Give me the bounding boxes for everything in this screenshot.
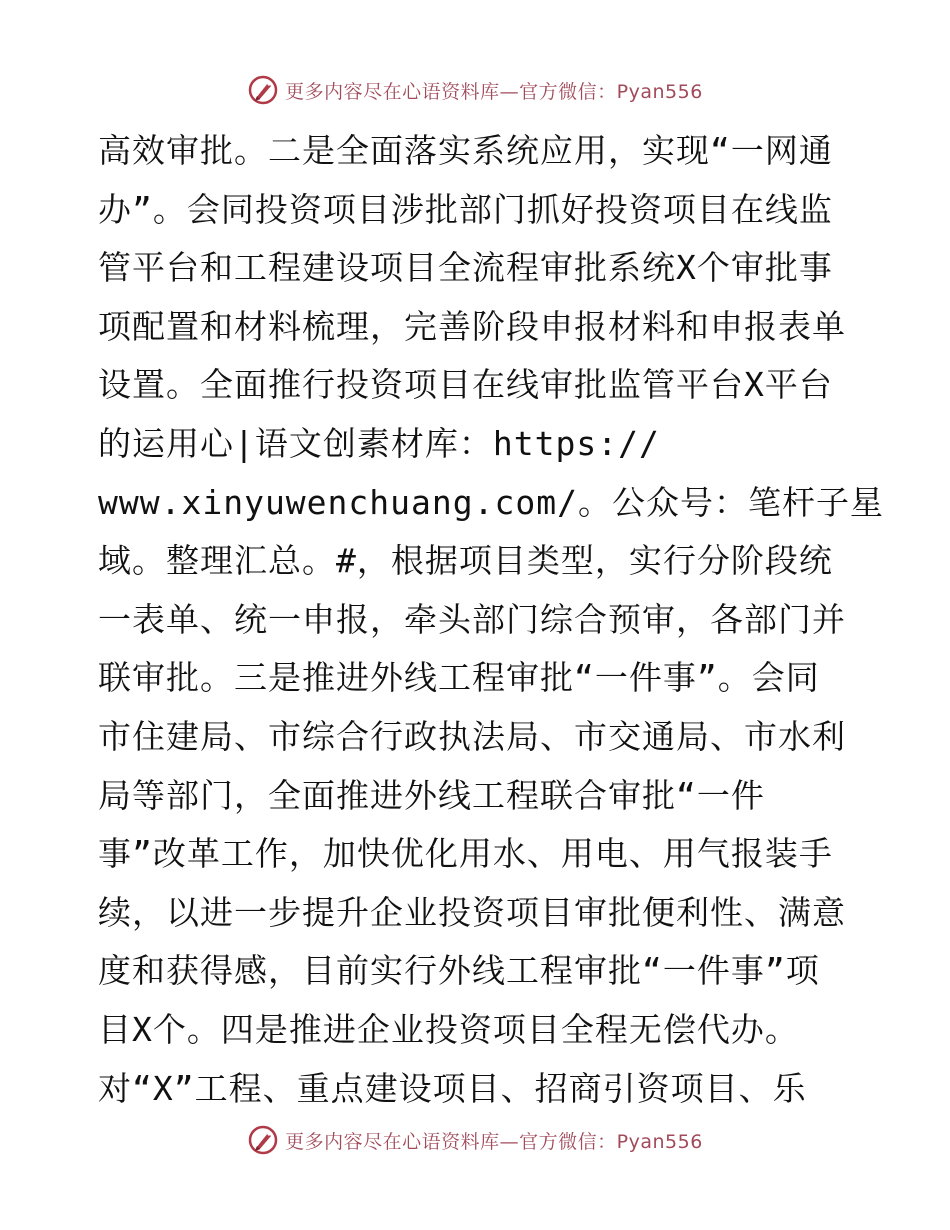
page-header-banner [0, 70, 950, 110]
body-line: 事”改革工作，加快优化用水、用电、用气报装手 [98, 834, 833, 874]
body-line: 局等部门，全面推进外线工程联合审批“一件 [98, 775, 765, 815]
body-line: 联审批。三是推进外线工程审批“一件事”。会同 [98, 658, 820, 698]
body-line: 设置。全面推行投资项目在线审批监管平台X平台 [98, 365, 833, 405]
body-line: 目X个。四是推进企业投资项目全程无偿代办。 [98, 1009, 799, 1049]
body-line: 一表单、统一申报，牵头部门综合预审，各部门并 [98, 599, 846, 639]
pen-nib-logo-icon [247, 74, 279, 106]
header-banner-text: 更多内容尽在心语资料库—官方微信：Pyan556 [285, 80, 703, 103]
body-line: 办”。会同投资项目涉批部门抓好投资项目在线监 [98, 189, 833, 229]
footer-wechat-id: Pyan556 [616, 1130, 703, 1153]
body-line: 对“X”工程、重点建设项目、招商引资项目、乐 [98, 1068, 807, 1108]
body-line: 域。整理汇总。#，根据项目类型，实行分阶段统 [98, 541, 833, 581]
page-footer-banner [0, 1120, 950, 1160]
body-line: 度和获得感，目前实行外线工程审批“一件事”项 [98, 951, 820, 991]
body-line: 市住建局、市综合行政执法局、市交通局、市水利 [98, 716, 846, 756]
document-body [98, 122, 884, 1118]
body-line: www.xinyuwenchuang.com/。公众号：笔杆子星 [98, 482, 884, 522]
body-line: 续，以进一步提升企业投资项目审批便利性、满意 [98, 892, 846, 932]
body-line: 项配置和材料梳理，完善阶段申报材料和申报表单 [98, 306, 846, 346]
pen-nib-logo-icon [247, 1124, 279, 1156]
footer-banner-text: 更多内容尽在心语资料库—官方微信：Pyan556 [285, 1130, 703, 1153]
body-line: 高效审批。二是全面落实系统应用，实现“一网通 [98, 131, 833, 170]
header-wechat-id: Pyan556 [616, 80, 703, 103]
body-line: 的运用心|语文创素材库：https:// [98, 423, 660, 463]
body-line: 管平台和工程建设项目全流程审批系统X个审批事 [98, 248, 833, 288]
